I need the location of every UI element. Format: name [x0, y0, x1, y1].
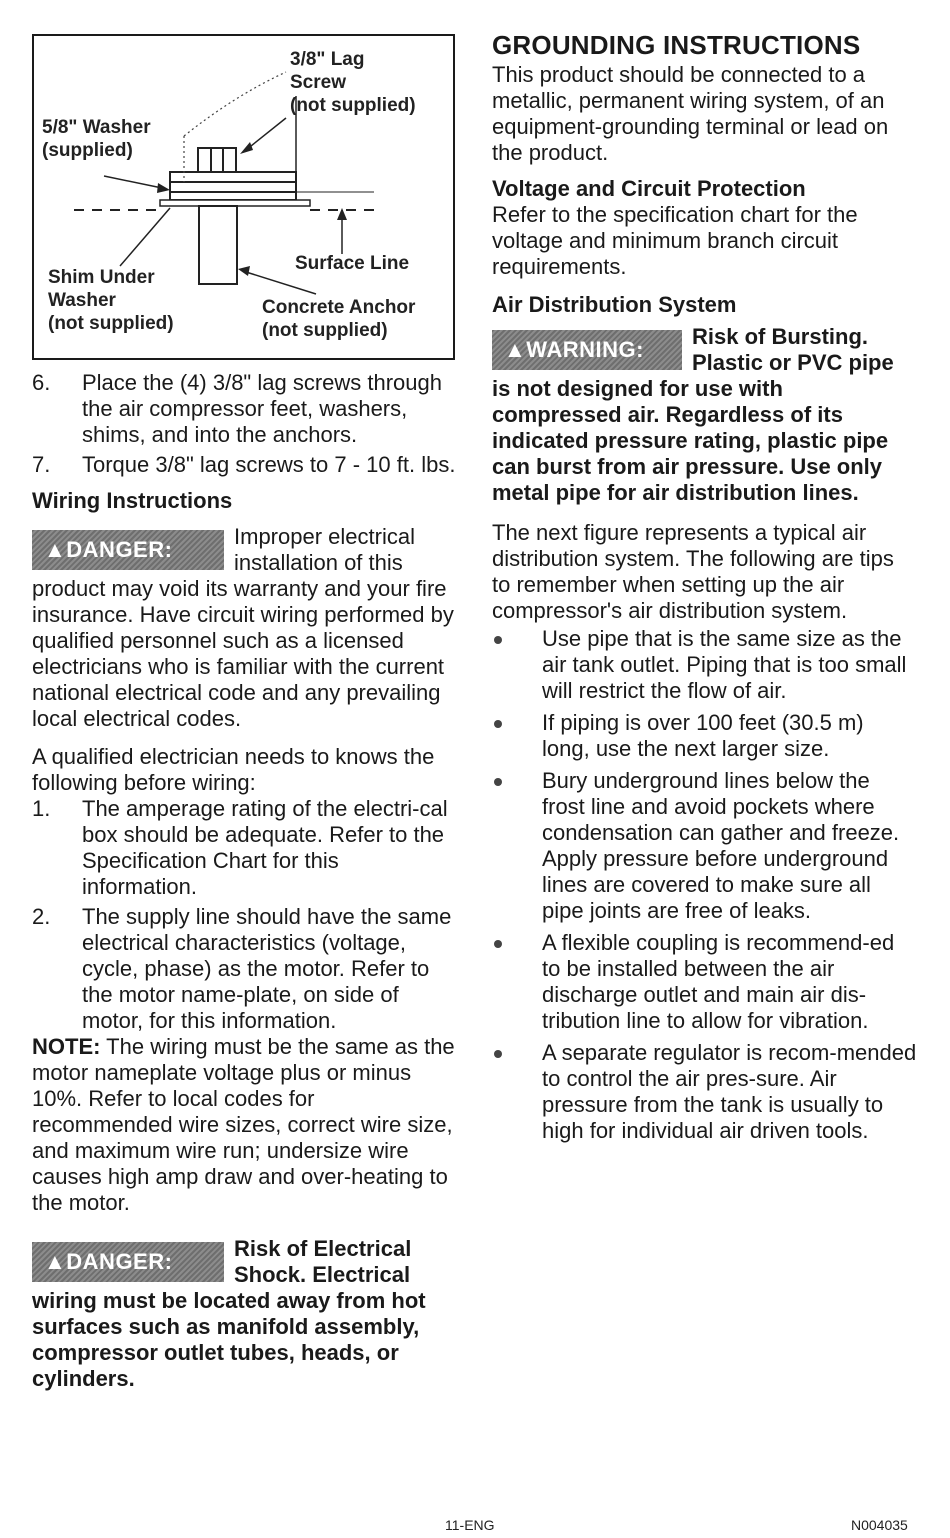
lag-screw-head	[198, 148, 236, 172]
bullet-icon	[494, 1050, 502, 1058]
wiring-note: NOTE: The wiring must be the same as the motor nameplate voltage plus or minus 10%. Refer to local codes for recommended wire sizes, correct wire size, and maximum wire run; undersize wire causes high amp draw and over-heating to the motor.	[32, 1034, 455, 1215]
right-column	[492, 30, 917, 1150]
air-distribution-heading: Air Distribution System	[492, 292, 737, 317]
shim-label: Shim Under Washer (not supplied)	[48, 267, 174, 334]
qualified-list	[32, 796, 457, 1034]
tip-item: Use pipe that is the same size as the air tank outlet. Piping that is too small will restrict the flow of air.	[492, 626, 917, 704]
tip-item: A separate regulator is recom-mended to control the air pres-sure. Air pressure from the tank is usually to high for individual air driven tools.	[492, 1040, 917, 1144]
compressor-foot	[170, 172, 296, 182]
wiring-heading: Wiring Instructions	[32, 488, 233, 513]
figure-intro: The next figure represents a typical air distribution system. The following are tips to remember when setting up the air compressor's air distribution system.	[492, 520, 894, 623]
anchor-mounting-diagram	[32, 34, 455, 360]
page-number: 11-ENG	[445, 1517, 495, 1533]
qualified-intro: A qualified electrician needs to knows the following before wiring:	[32, 744, 435, 795]
danger-badge: ▲DANGER:	[32, 530, 224, 570]
install-steps	[32, 370, 457, 478]
bullet-icon	[494, 720, 502, 728]
qualified-item-1: 1. The amperage rating of the electri-cal box should be adequate. Refer to the Specification Chart for this information.	[32, 796, 448, 899]
washer-label: 5/8" Washer (supplied)	[42, 117, 151, 161]
danger-electrical-shock	[32, 1236, 457, 1392]
warning-badge: ▲WARNING:	[492, 330, 682, 370]
tip-item: Bury underground lines below the frost line and avoid pockets where condensation can gather and freeze. Apply pressure before underground lines are covered to make sure all pipe joints are free of leaks.	[492, 768, 917, 924]
document-code: N004035	[851, 1517, 908, 1533]
warning-text: Risk of Bursting. Plastic or PVC pipe is not designed for use with compressed air. Regardless of its indicated pressure rating, plastic pipe can burst from air pressure. Use only metal pipe for air distribution lines.	[492, 324, 894, 505]
danger-text: Improper electrical installation of this product may void its warranty and your fire insurance. Have circuit wiring performed by qualified personnel such as a licensed electricians who is familiar with the current national electrical code and any prevailing local electrical codes.	[32, 524, 454, 731]
bullet-icon	[494, 778, 502, 786]
note-label: NOTE:	[32, 1034, 101, 1059]
distribution-tips	[492, 626, 917, 1144]
lag-screw-label: 3/8" Lag Screw (not supplied)	[290, 49, 416, 116]
washer-shape	[170, 192, 296, 200]
surface-line-label: Surface Line	[295, 253, 410, 274]
concrete-anchor-shape	[199, 206, 237, 284]
danger-electrical-install	[32, 524, 457, 732]
tip-item: If piping is over 100 feet (30.5 m) long, use the next larger size.	[492, 710, 917, 762]
tip-item: A flexible coupling is recommend-ed to be installed between the air discharge outlet and main air dis-tribution line to allow for vibration.	[492, 930, 917, 1034]
step-6: 6. Place the (4) 3/8" lag screws through the air compressor feet, washers, shims, and into the anchors.	[32, 370, 442, 447]
voltage-text: Refer to the specification chart for the voltage and minimum branch circuit requirements.	[492, 202, 858, 279]
grounding-heading: GROUNDING INSTRUCTIONS	[492, 30, 861, 60]
grounding-text: This product should be connected to a metallic, permanent wiring system, of an equipment-grounding terminal or lead on the product.	[492, 62, 889, 165]
warning-bursting	[492, 324, 917, 506]
bullet-icon	[494, 636, 502, 644]
voltage-heading: Voltage and Circuit Protection	[492, 176, 806, 201]
danger-shock-text: Risk of Electrical Shock. Electrical wiring must be located away from hot surfaces such as manifold assembly, compressor outlet tubes, heads, or cylinders.	[32, 1236, 426, 1391]
danger-badge: ▲DANGER:	[32, 1242, 224, 1282]
bullet-icon	[494, 940, 502, 948]
concrete-anchor-label: Concrete Anchor (not supplied)	[262, 297, 416, 341]
step-7: 7. Torque 3/8" lag screws to 7 - 10 ft. lbs.	[32, 452, 456, 477]
qualified-item-2: 2. The supply line should have the same electrical characteristics (voltage, cycle, phase) as the motor. Refer to the motor name-plate, on side of motor, for this information.	[32, 904, 452, 1033]
